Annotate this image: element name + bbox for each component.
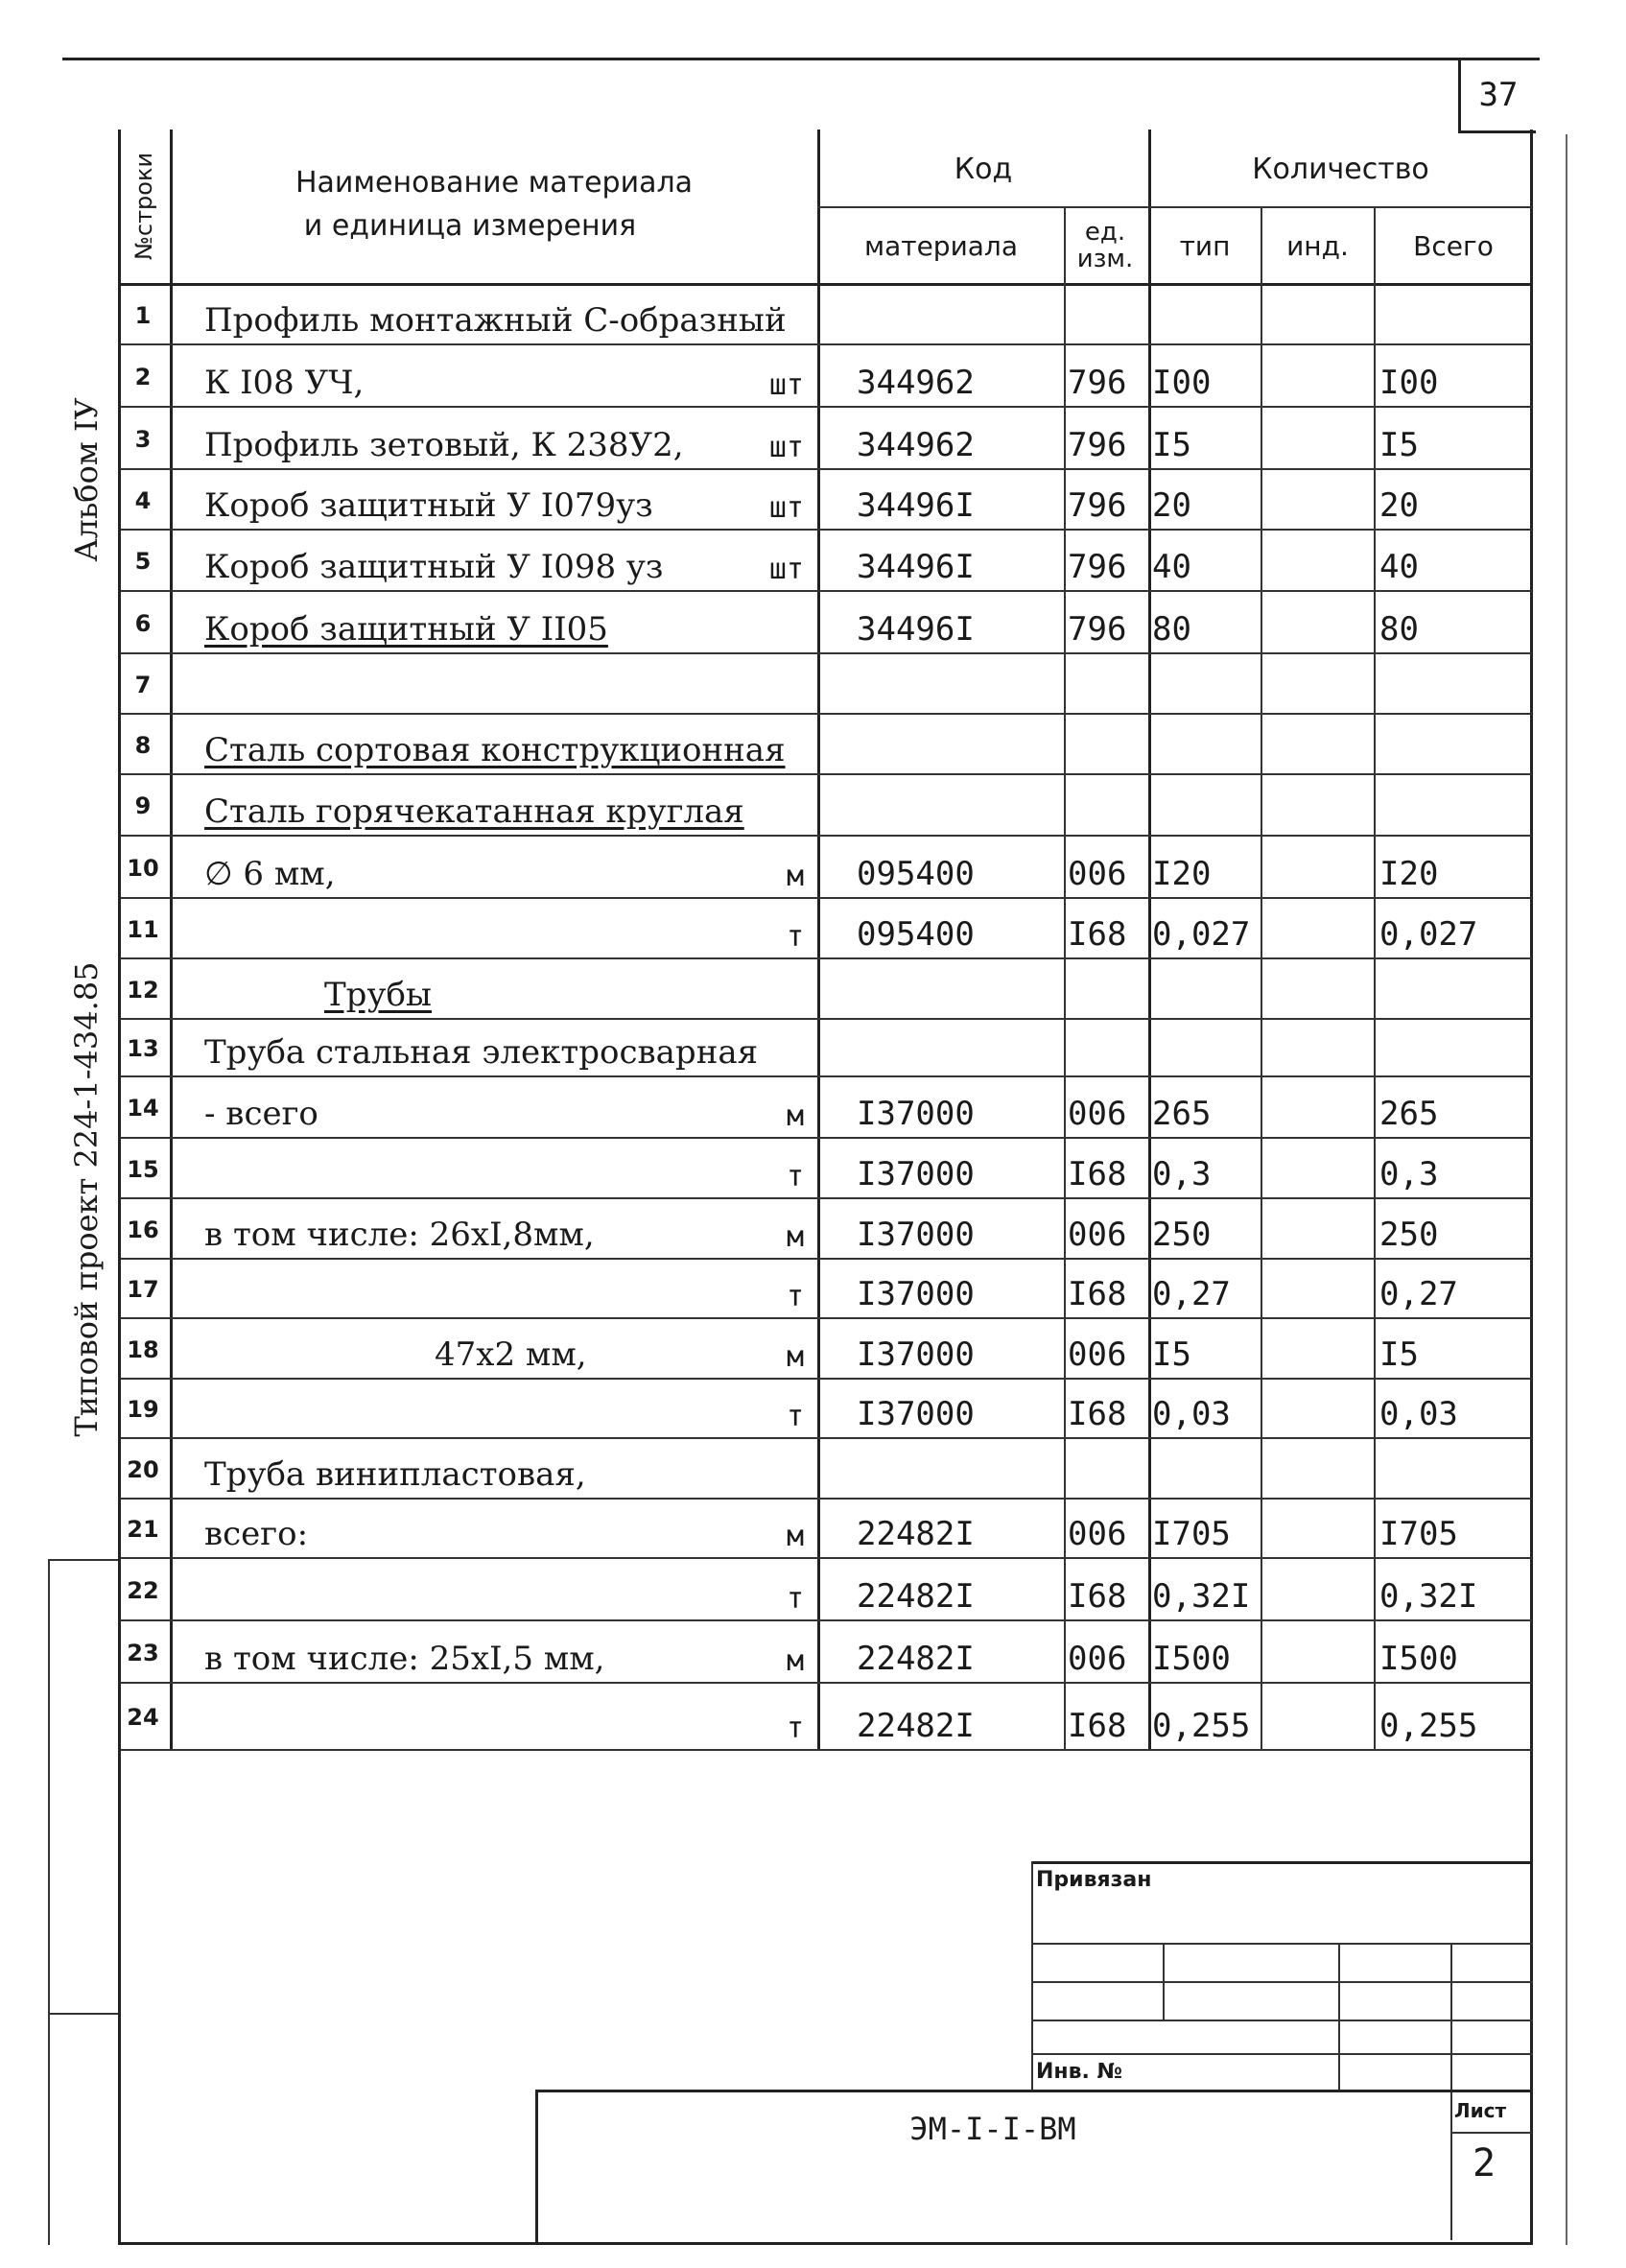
cell-tip: 265 <box>1152 1095 1212 1133</box>
stamp-sheet-label: Лист <box>1454 2099 1507 2122</box>
cell-ed <box>1068 959 1144 1020</box>
cell-total: 0,255 <box>1379 1707 1478 1745</box>
cell-name: Труба стальная электросварная <box>204 1033 759 1072</box>
cell-code: I37000 <box>857 1335 975 1374</box>
cell-n: 15 <box>127 1155 159 1183</box>
cell-ind <box>1264 286 1375 345</box>
cell-unit: шт <box>768 553 804 586</box>
header-qty-ind: инд. <box>1286 229 1349 262</box>
cell-name: - всего <box>204 1095 318 1133</box>
cell-tip: I705 <box>1152 1515 1231 1553</box>
cell-total: I20 <box>1379 855 1439 893</box>
table-bottom-border <box>118 2242 1533 2245</box>
table-row <box>120 1621 1532 1684</box>
cell-ed: I68 <box>1068 1155 1127 1193</box>
cell-total: 265 <box>1379 1095 1439 1133</box>
scan-edge <box>1566 134 1567 2245</box>
cell-total <box>1379 959 1528 1020</box>
cell-code: 095400 <box>857 915 975 954</box>
cell-ed <box>1068 715 1144 775</box>
cell-n: 17 <box>127 1276 159 1303</box>
cell-tip: 0,03 <box>1152 1395 1231 1433</box>
cell-n: 10 <box>127 854 159 882</box>
cell-total <box>1379 715 1528 775</box>
cell-name: Сталь сортовая конструкционная <box>204 731 786 769</box>
cell-n: 5 <box>134 548 152 575</box>
cell-code: 095400 <box>857 855 975 893</box>
header-code-material: материала <box>863 229 1018 262</box>
cell-unit <box>694 959 813 1020</box>
cell-tip: 0,027 <box>1152 915 1251 954</box>
cell-ed: I68 <box>1068 1395 1127 1433</box>
cell-unit <box>694 592 813 654</box>
cell-ed: I68 <box>1068 1707 1127 1745</box>
cell-ed: 006 <box>1068 1216 1127 1254</box>
cell-name: К I08 УЧ, <box>204 364 365 402</box>
cell-code: I37000 <box>857 1275 975 1313</box>
cell-ind <box>1264 899 1375 959</box>
cell-n: 14 <box>127 1095 159 1122</box>
cell-n: 18 <box>127 1335 159 1363</box>
cell-name: Короб защитный У I079уз <box>204 486 653 525</box>
cell-tip <box>1152 715 1262 775</box>
cell-tip <box>1152 775 1262 837</box>
cell-ind <box>1264 1260 1375 1319</box>
cell-n: 19 <box>127 1396 159 1423</box>
cell-n: 23 <box>127 1639 159 1666</box>
cell-ed: 796 <box>1068 364 1127 402</box>
table-row <box>120 775 1532 837</box>
table-row <box>120 959 1532 1020</box>
table-row <box>120 1077 1532 1139</box>
cell-tip <box>1152 1020 1262 1077</box>
table-row <box>120 1199 1532 1260</box>
cell-code <box>857 1439 1096 1500</box>
cell-tip: 0,3 <box>1152 1155 1212 1193</box>
cell-code: I37000 <box>857 1395 975 1433</box>
cell-total: I500 <box>1379 1640 1458 1678</box>
cell-ed: 006 <box>1068 855 1127 893</box>
cell-unit <box>694 286 813 345</box>
cell-ind <box>1264 1020 1375 1077</box>
header-code-unit: ед. изм. <box>1076 218 1134 273</box>
cell-code: 34496I <box>857 486 975 525</box>
cell-code: 22482I <box>857 1515 975 1553</box>
cell-unit <box>694 1020 813 1077</box>
cell-name: в том числе: 25хI,5 мм, <box>204 1640 605 1678</box>
cell-tip <box>1152 654 1262 715</box>
cell-total: I5 <box>1379 1335 1419 1374</box>
stamp-linked: Привязан <box>1036 1868 1152 1892</box>
cell-unit <box>694 654 813 715</box>
cell-code <box>857 1020 1096 1077</box>
cell-name: Труба винипластовая, <box>204 1455 586 1494</box>
table-row <box>120 1260 1532 1319</box>
cell-name: Короб защитный У I098 уз <box>204 548 664 586</box>
cell-n: 4 <box>134 486 152 514</box>
cell-total: 80 <box>1379 610 1419 649</box>
cell-tip: 0,255 <box>1152 1707 1251 1745</box>
cell-ed <box>1068 654 1144 715</box>
cell-ed: I68 <box>1068 1275 1127 1313</box>
header-quantity: Количество <box>1252 152 1429 186</box>
cell-name: 47х2 мм, <box>435 1335 587 1374</box>
cell-tip: 0,32I <box>1152 1577 1251 1616</box>
cell-ind <box>1264 654 1375 715</box>
cell-ind <box>1264 592 1375 654</box>
cell-n: 8 <box>134 731 152 759</box>
cell-n: 22 <box>127 1576 159 1604</box>
cell-unit <box>694 1439 813 1500</box>
header-row-no: №строки <box>130 152 157 261</box>
cell-total <box>1379 1439 1528 1500</box>
stamp-doc-code: ЭМ-I-I-ВМ <box>909 2111 1076 2147</box>
cell-ind <box>1264 1077 1375 1139</box>
cell-unit <box>694 775 813 837</box>
cell-ind <box>1264 470 1375 531</box>
cell-code <box>857 286 1096 345</box>
table-row <box>120 1139 1532 1199</box>
cell-ed: 796 <box>1068 426 1127 464</box>
cell-tip <box>1152 286 1262 345</box>
cell-n: 21 <box>127 1516 159 1543</box>
page-number: 37 <box>1458 59 1536 133</box>
cell-unit: т <box>786 1160 804 1193</box>
cell-ed: I68 <box>1068 915 1127 954</box>
cell-unit: шт <box>768 431 804 464</box>
table-row <box>120 715 1532 775</box>
cell-name: Короб защитный У II05 <box>204 610 608 649</box>
cell-tip: I5 <box>1152 1335 1191 1374</box>
cell-tip: 0,27 <box>1152 1275 1231 1313</box>
cell-total: I5 <box>1379 426 1419 464</box>
cell-unit: м <box>786 1520 804 1553</box>
cell-ind <box>1264 775 1375 837</box>
cell-unit: т <box>786 1280 804 1313</box>
cell-tip: 40 <box>1152 548 1191 586</box>
cell-total: 40 <box>1379 548 1419 586</box>
table-row <box>120 1380 1532 1439</box>
cell-n: 16 <box>127 1216 159 1243</box>
cell-total: 250 <box>1379 1216 1439 1254</box>
project-label: Типовой проект 224-1-434.85 <box>68 961 105 1437</box>
cell-ind <box>1264 1439 1375 1500</box>
cell-n: 11 <box>127 915 159 943</box>
cell-total: 0,27 <box>1379 1275 1458 1313</box>
cell-tip <box>1152 1439 1262 1500</box>
cell-ind <box>1264 1621 1375 1684</box>
cell-unit: шт <box>768 491 804 525</box>
cell-code: I37000 <box>857 1155 975 1193</box>
cell-tip: I500 <box>1152 1640 1231 1678</box>
cell-total <box>1379 654 1528 715</box>
header-qty-type: тип <box>1179 229 1231 262</box>
cell-total <box>1379 775 1528 837</box>
cell-name: Профиль зетовый, К 238У2, <box>204 426 684 464</box>
cell-code: 22482I <box>857 1577 975 1616</box>
table-row <box>120 470 1532 531</box>
cell-n: 24 <box>127 1704 159 1731</box>
cell-code <box>857 715 1096 775</box>
cell-ind <box>1264 531 1375 592</box>
cell-total <box>1379 286 1528 345</box>
cell-ind <box>1264 1559 1375 1621</box>
cell-total <box>1379 1020 1528 1077</box>
album-label: Альбом IУ <box>68 397 105 562</box>
table-row <box>120 408 1532 470</box>
cell-ed: 796 <box>1068 548 1127 586</box>
cell-name: всего: <box>204 1515 309 1553</box>
cell-code <box>857 959 1096 1020</box>
cell-ind <box>1264 1139 1375 1199</box>
cell-n: 13 <box>127 1035 159 1062</box>
cell-total: I00 <box>1379 364 1439 402</box>
cell-n: 7 <box>134 671 152 698</box>
cell-code: 22482I <box>857 1640 975 1678</box>
cell-unit: т <box>786 1582 804 1616</box>
cell-ed: 006 <box>1068 1335 1127 1374</box>
table-row <box>120 1020 1532 1077</box>
cell-total: 0,027 <box>1379 915 1478 954</box>
cell-total: 0,3 <box>1379 1155 1439 1193</box>
cell-tip: I00 <box>1152 364 1212 402</box>
header-code: Код <box>954 152 1013 186</box>
cell-n: 9 <box>134 792 152 819</box>
cell-name: Трубы <box>324 976 432 1014</box>
cell-ed: 796 <box>1068 486 1127 525</box>
cell-ed: 006 <box>1068 1640 1127 1678</box>
cell-unit: шт <box>768 368 804 402</box>
cell-n: 2 <box>134 363 152 390</box>
cell-tip: 250 <box>1152 1216 1212 1254</box>
cell-code: 344962 <box>857 364 975 402</box>
cell-tip <box>1152 959 1262 1020</box>
cell-name: Сталь горячекатанная круглая <box>204 792 744 831</box>
cell-code: 34496I <box>857 610 975 649</box>
table-row <box>120 592 1532 654</box>
table-row <box>120 345 1532 408</box>
cell-ind <box>1264 408 1375 470</box>
table-row <box>120 1439 1532 1500</box>
cell-ind <box>1264 345 1375 408</box>
cell-tip: I5 <box>1152 426 1191 464</box>
cell-code: 22482I <box>857 1707 975 1745</box>
cell-ed <box>1068 1020 1144 1077</box>
table-row <box>120 837 1532 899</box>
table-row <box>120 1500 1532 1559</box>
cell-ind <box>1264 837 1375 899</box>
margin-rule <box>48 1559 120 1561</box>
cell-n: 1 <box>134 302 152 329</box>
table-row <box>120 899 1532 959</box>
cell-ind <box>1264 1684 1375 1751</box>
cell-ind <box>1264 1199 1375 1260</box>
header-qty-total: Всего <box>1413 229 1494 262</box>
cell-ind <box>1264 1500 1375 1559</box>
row-rule <box>120 1749 1532 1751</box>
cell-ind <box>1264 1319 1375 1380</box>
cell-ed: 006 <box>1068 1095 1127 1133</box>
table-row <box>120 1559 1532 1621</box>
cell-ed <box>1068 286 1144 345</box>
cell-code <box>857 775 1096 837</box>
cell-unit: т <box>786 920 804 954</box>
cell-name: в том числе: 26хI,8мм, <box>204 1216 595 1254</box>
cell-ind <box>1264 715 1375 775</box>
cell-ed <box>1068 775 1144 837</box>
cell-code: 34496I <box>857 548 975 586</box>
table-row <box>120 531 1532 592</box>
cell-ed: I68 <box>1068 1577 1127 1616</box>
table-row <box>120 286 1532 345</box>
cell-n: 12 <box>127 976 159 1004</box>
cell-name: ∅ 6 мм, <box>204 855 336 893</box>
cell-ed: 006 <box>1068 1515 1127 1553</box>
cell-code: 344962 <box>857 426 975 464</box>
cell-tip: 20 <box>1152 486 1191 525</box>
cell-code <box>857 654 1096 715</box>
cell-total: 0,32I <box>1379 1577 1478 1616</box>
stamp-inv-no: Инв. № <box>1036 2060 1123 2084</box>
margin-rule <box>48 2013 120 2015</box>
cell-unit: м <box>786 1220 804 1254</box>
cell-unit: м <box>786 860 804 893</box>
top-rule <box>62 58 1540 60</box>
cell-unit: м <box>786 1340 804 1374</box>
cell-unit: м <box>786 1644 804 1678</box>
cell-ed: 796 <box>1068 610 1127 649</box>
header-name-line2: и единица измерения <box>303 208 637 243</box>
margin-rule <box>48 1559 50 2245</box>
cell-total: 20 <box>1379 486 1419 525</box>
header-name-line1: Наименование материала <box>295 165 694 200</box>
cell-n: 6 <box>134 609 152 637</box>
cell-unit <box>694 715 813 775</box>
cell-name: Профиль монтажный С-образный <box>204 301 787 340</box>
cell-tip: I20 <box>1152 855 1212 893</box>
cell-code: I37000 <box>857 1216 975 1254</box>
cell-unit: т <box>786 1712 804 1745</box>
table-row <box>120 1684 1532 1751</box>
stamp-sheet-number: 2 <box>1473 2141 1496 2185</box>
cell-n: 3 <box>134 425 152 453</box>
cell-tip: 80 <box>1152 610 1191 649</box>
cell-ind <box>1264 959 1375 1020</box>
cell-ed <box>1068 1439 1144 1500</box>
cell-ind <box>1264 1380 1375 1439</box>
cell-n: 20 <box>127 1455 159 1483</box>
cell-total: 0,03 <box>1379 1395 1458 1433</box>
table-row <box>120 1319 1532 1380</box>
cell-unit: т <box>786 1400 804 1433</box>
table-row <box>120 654 1532 715</box>
cell-code: I37000 <box>857 1095 975 1133</box>
cell-unit: м <box>786 1099 804 1133</box>
cell-total: I705 <box>1379 1515 1458 1553</box>
